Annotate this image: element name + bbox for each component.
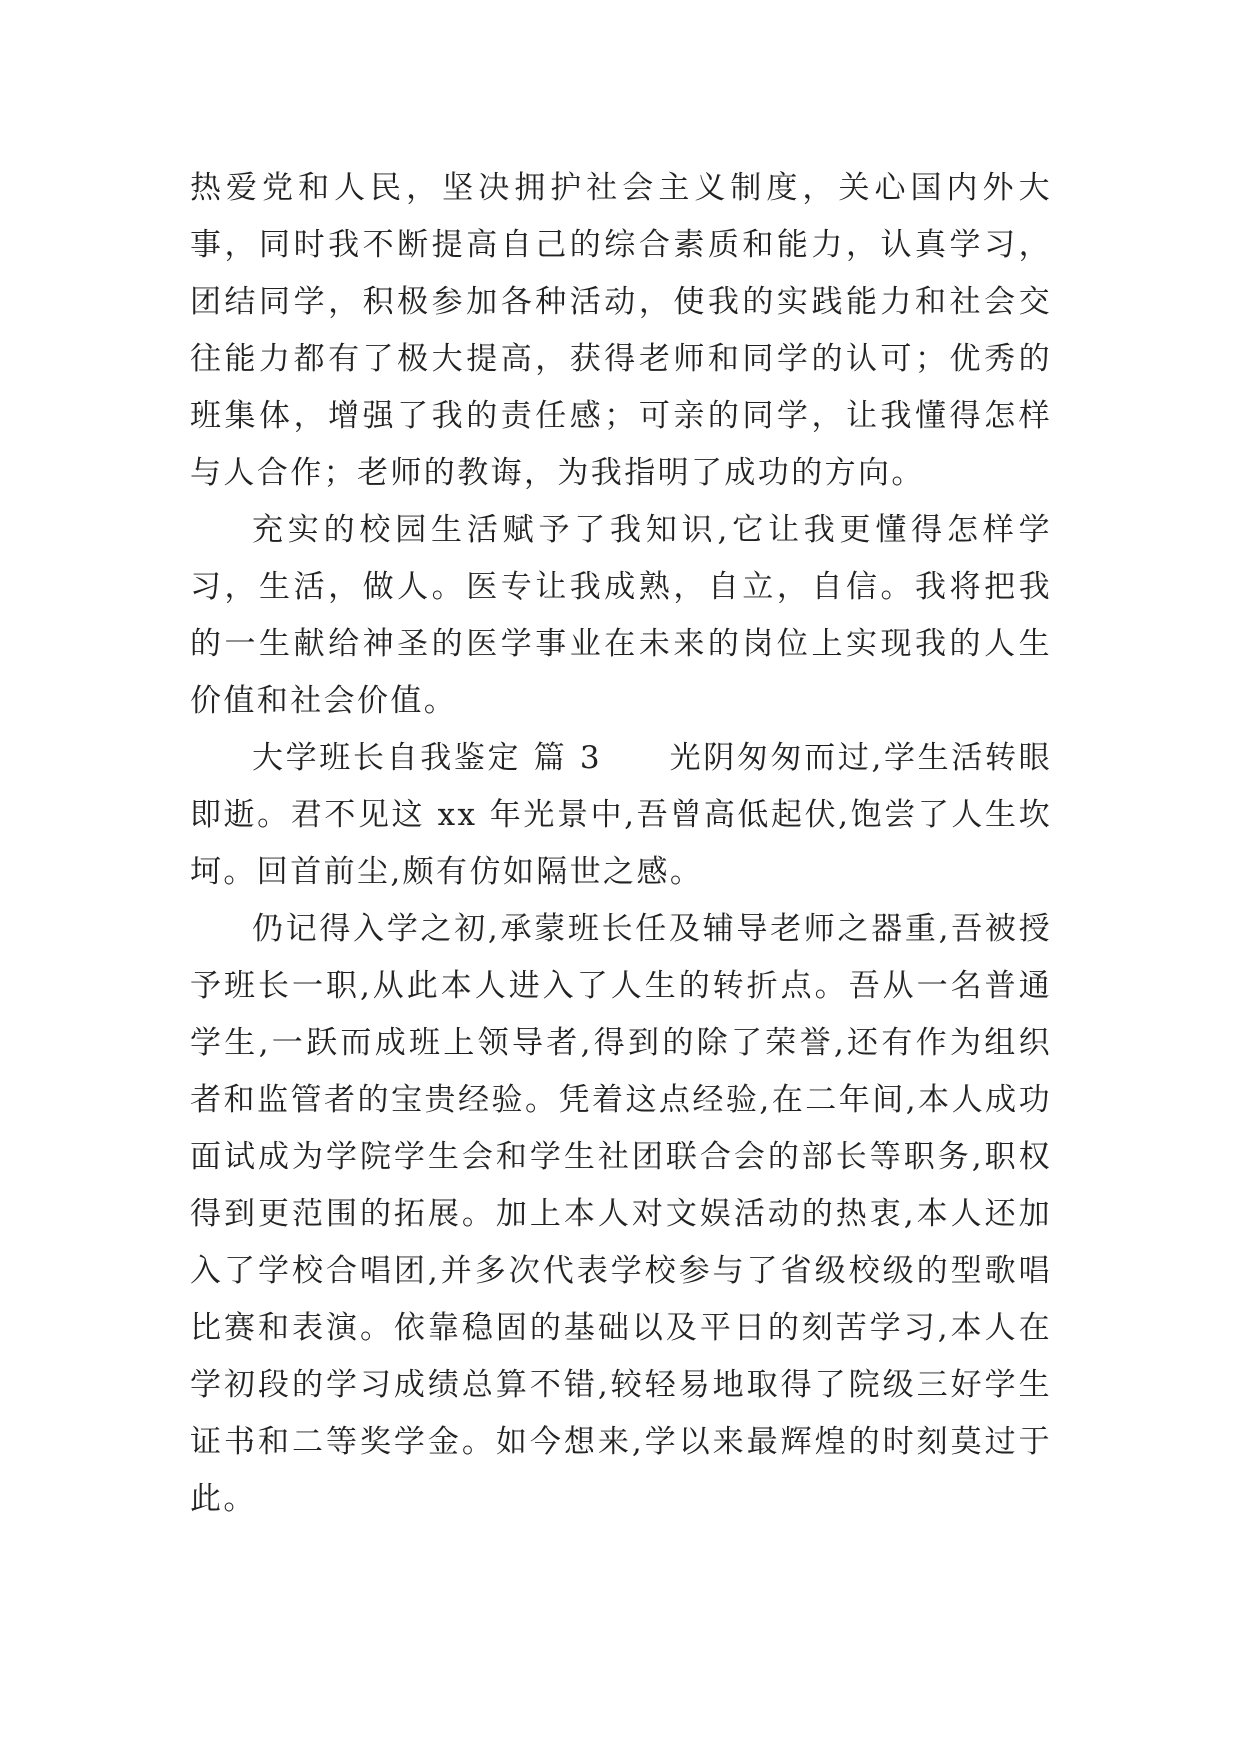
document-body [190, 160, 1052, 1528]
paragraph-4: 仍记得入学之初,承蒙班长任及辅导老师之器重,吾被授予班长一职,从此本人进入了人生的转折点。吾从一名普通学生,一跃而成班上领导者,得到的除了荣誉,还有作为组织者和监管者的宝贵经验。凭着这点经验,在二年间,本人成功面试成为学院学生会和学生社团联合会的部长等职务,职权得到更范围的拓展。加上本人对文娱活动的热衷,本人还加入了学校合唱团,并多次代表学校参与了省级校级的型歌唱比赛和表演。依靠稳固的基础以及平日的刻苦学习,本人在学初段的学习成绩总算不错,较轻易地取得了院级三好学生证书和二等奖学金。如今想来,学以来最辉煌的时刻莫过于此。 [190, 911, 1052, 1517]
paragraph-3 [190, 730, 1052, 901]
paragraph-2: 充实的校园生活赋予了我知识,它让我更懂得怎样学习，生活，做人。医专让我成熟，自立，自信。我将把我的一生献给神圣的医学事业在未来的岗位上实现我的人生价值和社会价值。 [190, 512, 1052, 719]
section-heading: 大学班长自我鉴定 篇 3 [252, 740, 603, 776]
paragraph-1: 热爱党和人民，坚决拥护社会主义制度，关心国内外大事，同时我不断提高自己的综合素质和能力，认真学习，团结同学，积极参加各种活动，使我的实践能力和社会交往能力都有了极大提高，获得老师和同学的认可；优秀的班集体，增强了我的责任感；可亲的同学，让我懂得怎样与人合作；老师的教诲，为我指明了成功的方向。 [190, 170, 1052, 491]
paragraph-3-text: 光阴匆匆而过,学生活转眼即逝。君不见这 xx 年光景中,吾曾高低起伏,饱尝了人生坎坷。回首前尘,颇有仿如隔世之感。 [190, 740, 1053, 890]
